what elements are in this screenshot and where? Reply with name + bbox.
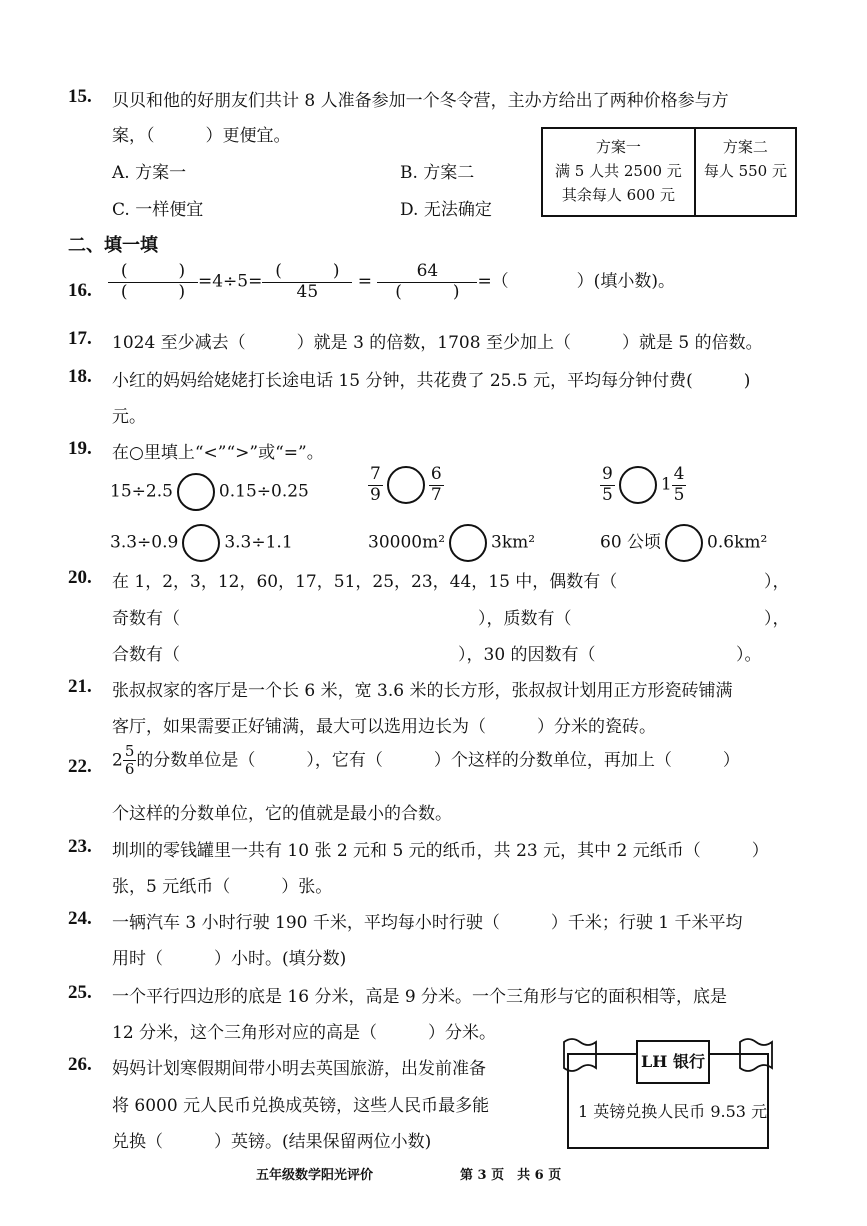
plan-two-title: 方案二	[722, 138, 768, 156]
q19-compare-6: 60 公顷 0.6km²	[600, 524, 767, 562]
q15-option-b: B. 方案二	[400, 163, 475, 183]
q25-line2: 12 分米，这个三角形对应的高是（ ）分米。	[112, 1023, 497, 1043]
question-number: 24.	[68, 908, 92, 929]
plan-two-cell	[695, 128, 796, 216]
q16-fraction-1: $\frac{( )}{( )}$	[108, 262, 198, 302]
footer-title: 五年级数学阳光评价	[256, 1168, 374, 1183]
question-number: 22.	[68, 756, 92, 777]
q19-compare-5: 30000m² 3km²	[368, 524, 535, 562]
compare-circle[interactable]	[449, 524, 487, 562]
q20-line1-end: ），	[764, 572, 790, 592]
plan-one-cell	[542, 128, 695, 216]
question-number: 19.	[68, 438, 92, 459]
q18-line1: 小红的妈妈给姥姥打长途电话 15 分钟，共花费了 25.5 元，平均每分钟付费( )	[112, 371, 751, 391]
q24-line2: 用时（ ）小时。(填分数)	[112, 949, 347, 969]
q23-line1: 圳圳的零钱罐里一共有 10 张 2 元和 5 元的纸币，共 23 元，其中 2 元纸币（ ）	[112, 841, 769, 861]
question-number: 17.	[68, 328, 92, 349]
q20-line3a: 合数有（	[112, 645, 180, 665]
bank-name: LH 银行	[636, 1040, 710, 1084]
q20-line3-end: ）。	[736, 645, 762, 665]
plan-one-line1: 满 5 人共 2500 元	[555, 162, 682, 180]
q20-line2-end: ），	[764, 609, 790, 629]
q16-fraction-3: $\frac{64}{( )}$	[377, 262, 477, 302]
compare-circle[interactable]	[182, 524, 220, 562]
q15-line2: 案，（ ）更便宜。	[112, 126, 291, 146]
section-title: 二、填一填	[68, 235, 158, 256]
question-number: 16.	[68, 280, 92, 301]
q26-line2: 将 6000 元人民币兑换成英镑，这些人民币最多能	[112, 1096, 490, 1116]
q16-fraction-2: $\frac{( )}{45}$	[262, 262, 352, 302]
compare-circle[interactable]	[665, 524, 703, 562]
plan-one-title: 方案一	[595, 138, 641, 156]
q19-text: 在○里填上“<”“>”或“=”。	[112, 443, 324, 463]
question-number: 26.	[68, 1054, 92, 1075]
q26-line3: 兑换（ ）英镑。(结果保留两位小数)	[112, 1132, 432, 1152]
q15-line1: 贝贝和他的好朋友们共计 8 人准备参加一个冬令营，主办方给出了两种价格参与方	[112, 91, 729, 111]
footer-page: 第 3 页 共 6 页	[460, 1168, 562, 1183]
q22-fraction: $\frac{5}{6}$	[124, 742, 135, 779]
compare-circle[interactable]	[619, 466, 657, 504]
q20-line1: 在 1，2，3，12，60，17，51，25，23，44，15 中，偶数有（	[112, 572, 618, 592]
q26-line1: 妈妈计划寒假期间带小明去英国旅游，出发前准备	[112, 1059, 486, 1079]
q20-line2b: ），质数有（	[478, 609, 572, 629]
q21-line2: 客厅，如果需要正好铺满，最大可以选用边长为（ ）分米的瓷砖。	[112, 717, 656, 737]
q19-compare-4: 3.3÷0.9 3.3÷1.1	[110, 524, 293, 562]
question-number: 20.	[68, 567, 92, 588]
q16-expression: $\frac{( )}{( )}$ =4÷5= $\frac{( )}{45}$ = $\frac{64}{( )}$ =（ ）(填小数)。	[108, 262, 675, 302]
q19-compare-1: 15÷2.5 0.15÷0.25	[110, 473, 309, 511]
q17-text: 1024 至少减去（ ）就是 3 的倍数，1708 至少加上（ ）就是 5 的倍数。	[112, 333, 763, 353]
q19-compare-2: $\frac{7}{9}$ $\frac{6}{7}$	[370, 464, 442, 505]
q21-line1: 张叔叔家的客厅是一个长 6 米，宽 3.6 米的长方形，张叔叔计划用正方形瓷砖铺满	[112, 681, 733, 701]
compare-circle[interactable]	[177, 473, 215, 511]
question-number: 18.	[68, 366, 92, 387]
q20-line2a: 奇数有（	[112, 609, 180, 629]
plan-one-line2: 其余每人 600 元	[561, 186, 675, 204]
plan-two-line1: 每人 550 元	[703, 162, 787, 180]
q19-compare-3: $\frac{9}{5}$ 1 $\frac{4}{5}$	[602, 464, 685, 505]
q22-line2: 个这样的分数单位，它的值就是最小的合数。	[112, 804, 452, 824]
q25-line1: 一个平行四边形的底是 16 分米，高是 9 分米。一个三角形与它的面积相等，底是	[112, 987, 728, 1007]
bank-rate: 1 英镑兑换人民币 9.53 元	[578, 1102, 768, 1121]
question-number: 25.	[68, 982, 92, 1003]
q15-option-d: D. 无法确定	[400, 200, 492, 220]
question-number: 23.	[68, 836, 92, 857]
q15-option-a: A. 方案一	[112, 163, 187, 183]
compare-circle[interactable]	[387, 466, 425, 504]
q20-line3b: ），30 的因数有（	[458, 645, 596, 665]
q24-line1: 一辆汽车 3 小时行驶 190 千米，平均每小时行驶（ ）千米；行驶 1 千米平均	[112, 913, 743, 933]
q18-line2: 元。	[112, 407, 146, 427]
question-number: 15.	[68, 86, 92, 107]
plan-table	[541, 127, 797, 217]
q22-line1: 2 $\frac{5}{6}$ 的分数单位是（ ），它有（ ）个这样的分数单位，再加上（ ）	[112, 742, 740, 779]
q23-line2: 张，5 元纸币（ ）张。	[112, 877, 333, 897]
q15-option-c: C. 一样便宜	[112, 200, 204, 220]
question-number: 21.	[68, 676, 92, 697]
